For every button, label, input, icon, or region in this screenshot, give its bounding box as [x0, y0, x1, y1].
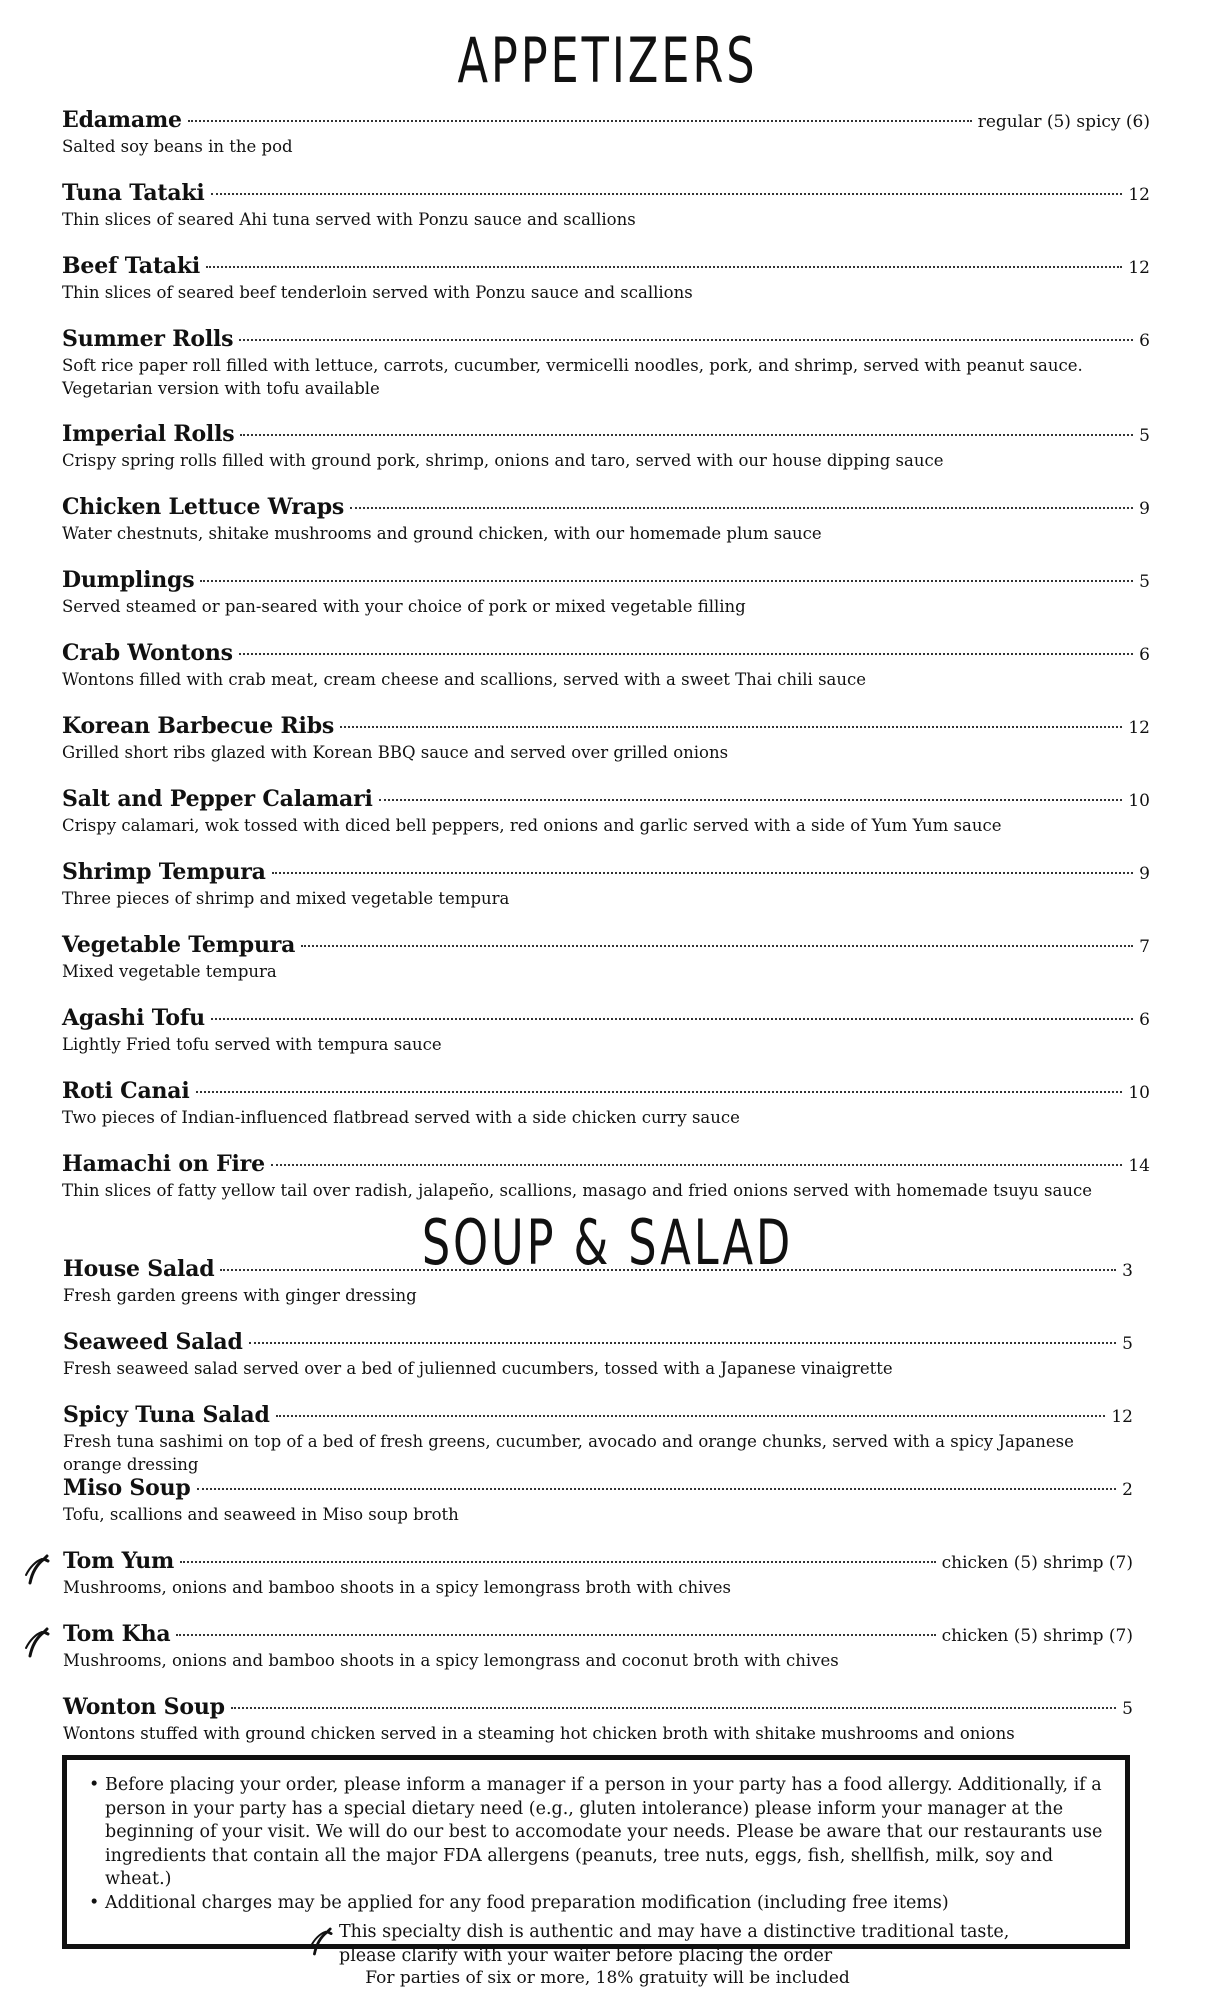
item-name: House Salad: [63, 1256, 215, 1282]
specialty-line-2: please clarify with your waiter before placing the order: [339, 1945, 833, 1966]
menu-item: [0, 1005, 1215, 1056]
menu-item: [0, 1256, 1215, 1307]
dot-leader: [211, 193, 1123, 195]
menu-item: [0, 932, 1215, 983]
item-price: 14: [1128, 1156, 1150, 1176]
dot-leader: [211, 1018, 1133, 1020]
item-price: 3: [1122, 1261, 1133, 1281]
item-description: Crispy spring rolls filled with ground pork, shrimp, onions and taro, served with our house dipping sauce: [62, 451, 944, 470]
item-price: 9: [1139, 864, 1150, 884]
item-name: Wonton Soup: [63, 1694, 225, 1720]
dot-leader: [350, 507, 1133, 509]
item-name: Tom Yum: [63, 1548, 175, 1574]
specialty-legend: [307, 1921, 1103, 1968]
menu-item: [0, 1151, 1215, 1202]
item-name: Vegetable Tempura: [62, 932, 296, 958]
allergy-notice-box: [62, 1755, 1130, 1966]
menu-item: [0, 494, 1215, 545]
item-name: Crab Wontons: [62, 640, 233, 666]
item-description: Thin slices of fatty yellow tail over radish, jalapeño, scallions, masago and fried onions served with homemade tsuyu sauce: [62, 1181, 1092, 1200]
item-description: Crispy calamari, wok tossed with diced bell peppers, red onions and garlic served with a side of Yum Yum sauce: [62, 816, 1002, 835]
item-name: Seaweed Salad: [63, 1329, 243, 1355]
item-name: Roti Canai: [62, 1078, 190, 1104]
item-description: Thin slices of seared Ahi tuna served with Ponzu sauce and scallions: [62, 210, 636, 229]
item-name: Edamame: [62, 107, 182, 133]
menu-item: [0, 180, 1215, 231]
dot-leader: [197, 1488, 1117, 1490]
item-price: 9: [1139, 499, 1150, 519]
item-description: Water chestnuts, shitake mushrooms and ground chicken, with our homemade plum sauce: [62, 524, 822, 543]
item-price: 6: [1139, 1010, 1150, 1030]
dot-leader: [231, 1707, 1116, 1709]
item-name: Summer Rolls: [62, 326, 234, 352]
dot-leader: [272, 872, 1133, 874]
item-name: Shrimp Tempura: [62, 859, 266, 885]
item-description: Soft rice paper roll filled with lettuce, carrots, cucumber, vermicelli noodles, pork, and shrimp, served with peanut sauce.: [62, 356, 1083, 375]
dot-leader: [206, 266, 1122, 268]
menu-item: [0, 640, 1215, 691]
item-description: Three pieces of shrimp and mixed vegetable tempura: [62, 889, 510, 908]
item-description: Fresh seaweed salad served over a bed of julienned cucumbers, tossed with a Japanese vinaigrette: [63, 1359, 893, 1378]
item-description: Grilled short ribs glazed with Korean BBQ sauce and served over grilled onions: [62, 743, 729, 762]
item-description: Thin slices of seared beef tenderloin served with Ponzu sauce and scallions: [62, 283, 693, 302]
item-price: 5: [1122, 1334, 1133, 1354]
chili-pepper-icon: [307, 1921, 333, 1961]
menu-item: [0, 786, 1215, 837]
specialty-line-1: This specialty dish is authentic and may have a distinctive traditional taste,: [339, 1922, 1010, 1942]
menu-item: [0, 1402, 1215, 1476]
item-description: Lightly Fried tofu served with tempura sauce: [62, 1035, 442, 1054]
menu-item: [0, 107, 1215, 158]
menu-item: [0, 1329, 1215, 1380]
item-price: regular (5) spicy (6): [977, 112, 1150, 132]
item-price: 10: [1128, 1083, 1150, 1103]
menu-item: [0, 253, 1215, 304]
menu-item: [0, 326, 1215, 400]
item-name: Salt and Pepper Calamari: [62, 786, 373, 812]
item-description: Tofu, scallions and seaweed in Miso soup broth: [63, 1505, 459, 1524]
dot-leader: [176, 1634, 935, 1636]
item-price: 5: [1122, 1699, 1133, 1719]
item-price: chicken (5) shrimp (7): [941, 1626, 1133, 1646]
item-description: Salted soy beans in the pod: [62, 137, 293, 156]
dot-leader: [200, 580, 1133, 582]
dot-leader: [180, 1561, 936, 1563]
dot-leader: [276, 1415, 1106, 1417]
item-name: Beef Tataki: [62, 253, 201, 279]
bullet-dot: •: [89, 1892, 100, 1913]
menu-item: [0, 1694, 1215, 1745]
menu-item: [0, 1475, 1215, 1526]
item-description: Mixed vegetable tempura: [62, 962, 277, 981]
menu-item: [0, 421, 1215, 472]
item-price: chicken (5) shrimp (7): [941, 1553, 1133, 1573]
item-price: 5: [1139, 572, 1150, 592]
allergy-notice-text: Before placing your order, please inform a manager if a person in your party has a food allergy. Additionally, if a person in your party has a special dietary need (e.g., gluten intolerance) please inform your manager at the beginning of your visit. We will do our best to accomodate your needs. Please be aware that our restaurants use ingredients that contain all the major FDA allergens (peanuts, tree nuts, eggs, fish, shellfish, milk, soy and wheat.): [105, 1775, 1103, 1889]
item-price: 7: [1139, 937, 1150, 957]
item-price: 12: [1111, 1407, 1133, 1427]
item-name: Spicy Tuna Salad: [63, 1402, 270, 1428]
dot-leader: [301, 945, 1133, 947]
dot-leader: [188, 120, 972, 122]
item-price: 6: [1139, 331, 1150, 351]
notice-bullet: [89, 1774, 1103, 1892]
menu-item: [0, 567, 1215, 618]
item-description: Wontons filled with crab meat, cream cheese and scallions, served with a sweet Thai chili sauce: [62, 670, 867, 689]
dot-leader: [379, 799, 1123, 801]
item-description: Mushrooms, onions and bamboo shoots in a spicy lemongrass and coconut broth with chives: [63, 1651, 839, 1670]
dot-leader: [271, 1164, 1122, 1166]
dot-leader: [240, 434, 1133, 436]
item-description: Served steamed or pan-seared with your choice of pork or mixed vegetable filling: [62, 597, 746, 616]
item-description: Fresh tuna sashimi on top of a bed of fresh greens, cucumber, avocado and orange chunks, served with a spicy Japanese orange dressing: [63, 1432, 1074, 1474]
item-price: 12: [1128, 718, 1150, 738]
item-price: 12: [1128, 258, 1150, 278]
menu-item: [0, 1548, 1215, 1599]
item-name: Imperial Rolls: [62, 421, 235, 447]
item-price: 12: [1128, 185, 1150, 205]
item-description: Fresh garden greens with ginger dressing: [63, 1286, 417, 1305]
item-description: Wontons stuffed with ground chicken served in a steaming hot chicken broth with shitake mushrooms and onions: [63, 1724, 1015, 1743]
dot-leader: [340, 726, 1122, 728]
item-price: 10: [1128, 791, 1150, 811]
item-price: 6: [1139, 645, 1150, 665]
item-name: Dumplings: [62, 567, 195, 593]
menu-item: [0, 859, 1215, 910]
item-name: Korean Barbecue Ribs: [62, 713, 335, 739]
item-price: 2: [1122, 1480, 1133, 1500]
modification-notice-text: Additional charges may be applied for any food preparation modification (including free items): [105, 1892, 949, 1913]
menu-item: [0, 1621, 1215, 1672]
item-name: Agashi Tofu: [62, 1005, 205, 1031]
dot-leader: [220, 1269, 1116, 1271]
dot-leader: [239, 339, 1133, 341]
specialty-legend-text: [339, 1921, 1009, 1968]
item-description: Two pieces of Indian-influenced flatbread served with a side chicken curry sauce: [62, 1108, 740, 1127]
item-price: 5: [1139, 426, 1150, 446]
menu-item: [0, 1078, 1215, 1129]
item-description: Mushrooms, onions and bamboo shoots in a spicy lemongrass broth with chives: [63, 1578, 731, 1597]
item-name: Tom Kha: [63, 1621, 171, 1647]
gratuity-footer: For parties of six or more, 18% gratuity will be included: [365, 1968, 850, 1988]
item-name: Tuna Tataki: [62, 180, 205, 206]
dot-leader: [239, 653, 1133, 655]
appetizers-title: APPETIZERS: [457, 24, 758, 97]
menu-item: [0, 713, 1215, 764]
dot-leader: [196, 1091, 1123, 1093]
item-name: Chicken Lettuce Wraps: [62, 494, 345, 520]
dot-leader: [249, 1342, 1117, 1344]
notice-bullet: [89, 1892, 1103, 1916]
item-name: Hamachi on Fire: [62, 1151, 265, 1177]
soup-salad-title: SOUP & SALAD: [421, 1206, 794, 1279]
item-name: Miso Soup: [63, 1475, 191, 1501]
item-description-note: Vegetarian version with tofu available: [62, 379, 380, 398]
bullet-dot: •: [89, 1775, 100, 1795]
